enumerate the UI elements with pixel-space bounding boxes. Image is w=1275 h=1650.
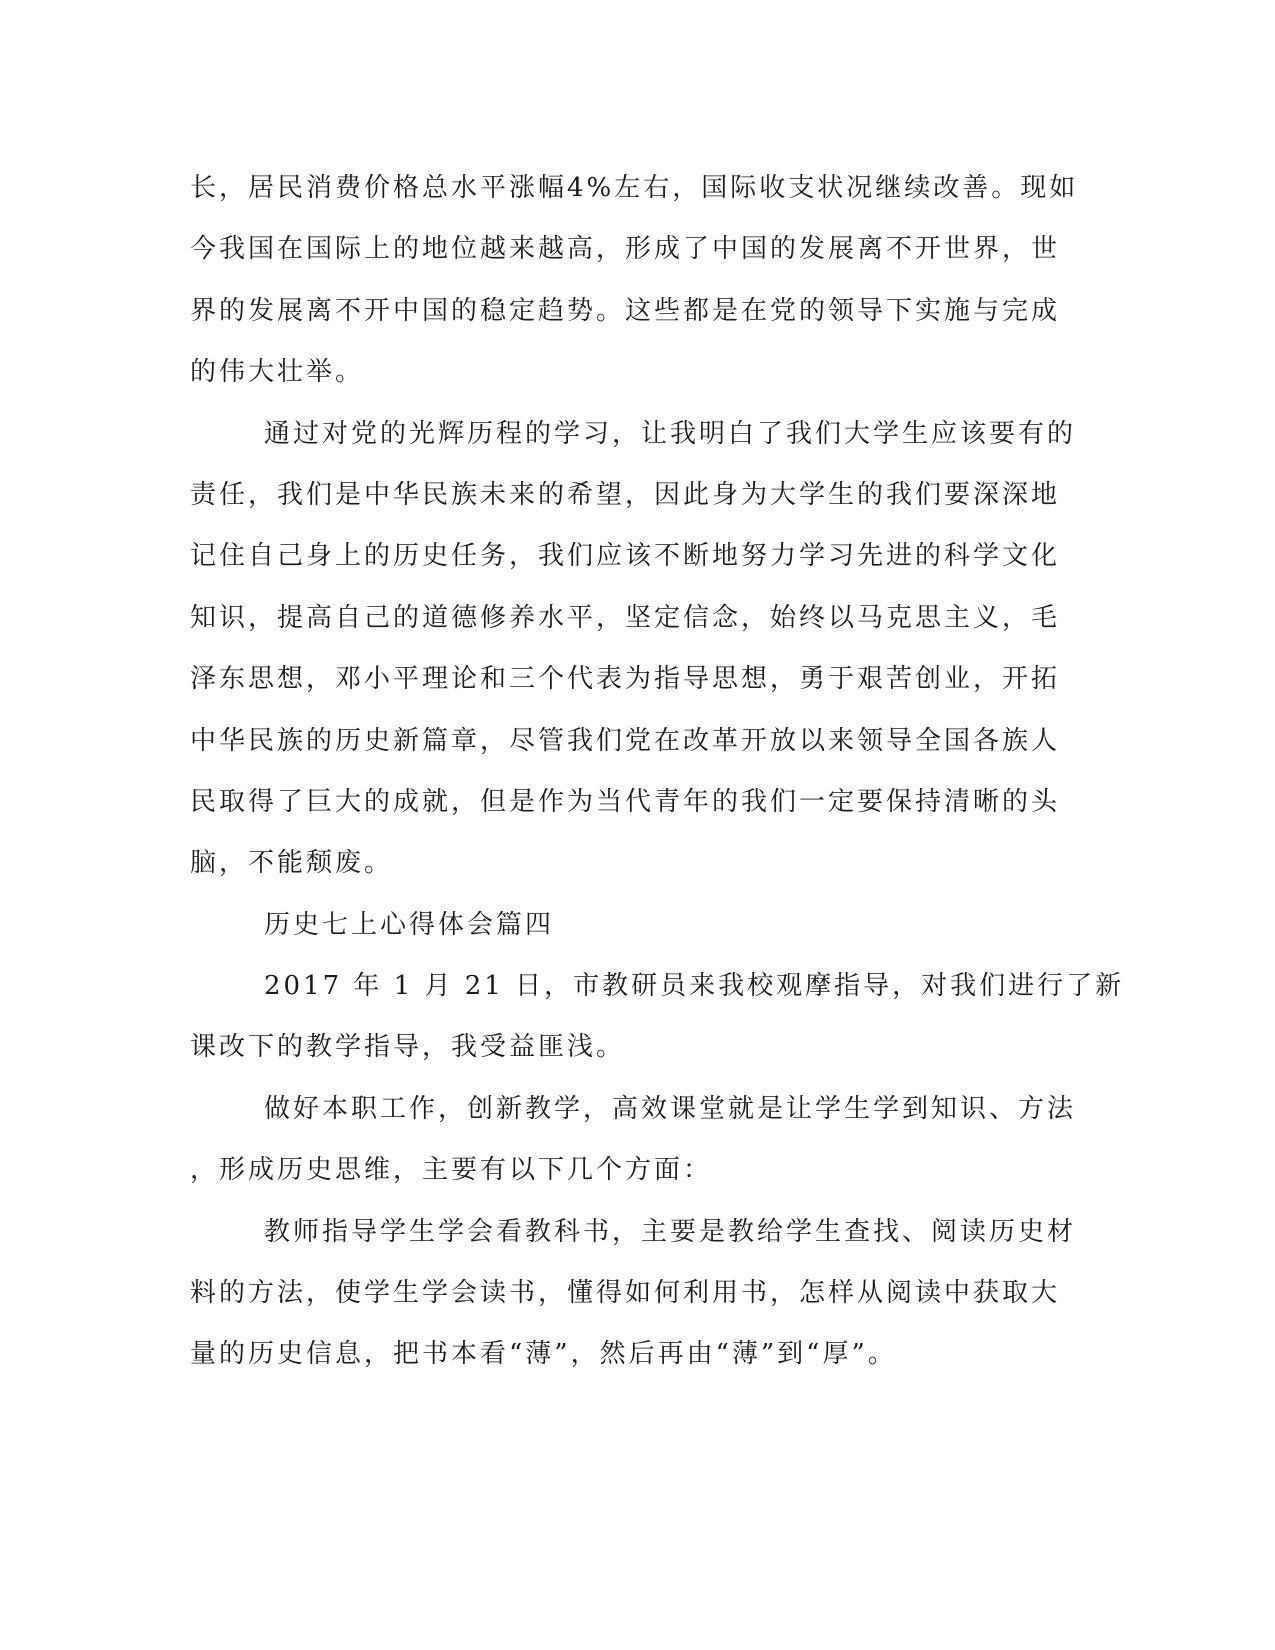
text-line: 民取得了巨大的成就，但是作为当代青年的我们一定要保持清晰的头 bbox=[190, 786, 1061, 817]
text-line: 责任，我们是中华民族未来的希望，因此身为大学生的我们要深深地 bbox=[190, 479, 1061, 510]
text-line: 长，居民消费价格总水平涨幅4%左右，国际收支状况继续改善。现如 bbox=[190, 173, 1079, 203]
text-line: ，形成历史思维，主要有以下几个方面： bbox=[190, 1155, 713, 1186]
paragraph-start-line: 2017 年 1 月 21 日，市教研员来我校观摩指导，对我们进行了新 bbox=[264, 971, 1125, 1002]
text-line: 料的方法，使学生学会读书，懂得如何利用书，怎样从阅读中获取大 bbox=[190, 1278, 1061, 1309]
text-line: 的伟大壮举。 bbox=[190, 357, 365, 388]
paragraph-start-line: 做好本职工作，创新教学，高效课堂就是让学生学到知识、方法 bbox=[264, 1093, 1077, 1124]
text-line: 知识，提高自己的道德修养水平，坚定信念，始终以马克思主义，毛 bbox=[190, 602, 1061, 633]
paragraph-start-line: 教师指导学生学会看教科书，主要是教给学生查找、阅读历史材 bbox=[264, 1216, 1077, 1247]
paragraph-start-line: 通过对党的光辉历程的学习，让我明白了我们大学生应该要有的 bbox=[264, 418, 1077, 449]
text-line: 量的历史信息，把书本看“薄”，然后再由“薄”到“厚”。 bbox=[190, 1339, 897, 1370]
text-line: 记住自己身上的历史任务，我们应该不断地努力学习先进的科学文化 bbox=[190, 541, 1061, 572]
text-line: 中华民族的历史新篇章，尽管我们党在改革开放以来领导全国各族人 bbox=[190, 725, 1061, 756]
text-line: 脑，不能颓废。 bbox=[190, 848, 394, 879]
text-line: 界的发展离不开中国的稳定趋势。这些都是在党的领导下实施与完成 bbox=[190, 295, 1061, 326]
document-body bbox=[190, 158, 1125, 1386]
text-line: 课改下的教学指导，我受益匪浅。 bbox=[190, 1032, 626, 1063]
text-line: 泽东思想，邓小平理论和三个代表为指导思想，勇于艰苦创业，开拓 bbox=[190, 664, 1061, 695]
text-line: 今我国在国际上的地位越来越高，形成了中国的发展离不开世界，世 bbox=[190, 234, 1061, 265]
section-heading: 历史七上心得体会篇四 bbox=[264, 909, 555, 940]
